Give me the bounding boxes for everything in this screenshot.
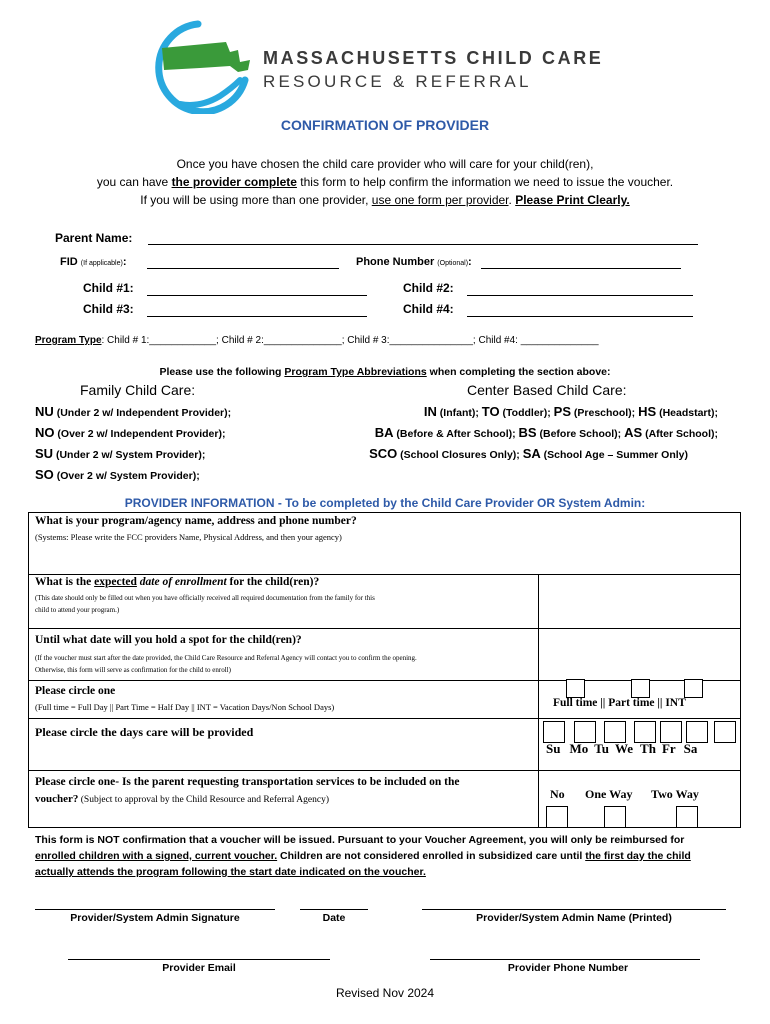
q-transport: Please circle one- Is the parent requesting transportation services to be included on the xyxy=(35,776,460,788)
transport-one-way: One Way xyxy=(585,787,633,801)
child2-field[interactable] xyxy=(467,283,693,296)
date-label: Date xyxy=(322,912,346,924)
day-checkbox-mo[interactable] xyxy=(574,721,596,743)
full-time-checkbox[interactable] xyxy=(566,679,585,698)
intro-line-3: If you will be using more than one provider, use one form per provider. Please Print Clearly. xyxy=(140,193,630,207)
footer-revised: Revised Nov 2024 xyxy=(335,986,435,1000)
q-enrollment-date: What is the expected date of enrollment for the child(ren)? xyxy=(35,576,320,588)
logo-title: MASSACHUSETTS CHILD CARE xyxy=(263,48,604,68)
center-item: SCO (School Closures Only); SA (School Age – Summer Only) xyxy=(369,446,688,461)
massachusetts-map-icon xyxy=(140,18,258,114)
row-divider xyxy=(28,718,741,719)
day-checkbox-th[interactable] xyxy=(660,721,682,743)
part-time-checkbox[interactable] xyxy=(631,679,650,698)
day-label: We xyxy=(614,741,634,756)
hold-date-field[interactable] xyxy=(540,630,739,679)
logo xyxy=(140,18,258,114)
email-line[interactable] xyxy=(68,947,330,960)
child2-label: Child #2: xyxy=(403,281,454,295)
printed-name-label: Provider/System Admin Name (Printed) xyxy=(476,912,672,924)
child4-label: Child #4: xyxy=(403,302,454,316)
family-item: NU (Under 2 w/ Independent Provider); xyxy=(35,404,232,419)
family-item: NO (Over 2 w/ Independent Provider); xyxy=(35,425,226,440)
row-divider xyxy=(28,770,741,771)
day-label: Mo xyxy=(569,741,589,756)
form-heading: CONFIRMATION OF PROVIDER xyxy=(280,117,490,133)
fid-field[interactable] xyxy=(147,256,339,269)
signature-label: Provider/System Admin Signature xyxy=(70,912,240,924)
family-list xyxy=(35,402,231,486)
family-title: Family Child Care: xyxy=(80,382,196,398)
enrollment-date-field[interactable] xyxy=(540,576,739,627)
disclaimer: This form is NOT confirmation that a voucher will be issued. Pursuant to your Voucher Agreement, you will only be reimbursed for enrolled children with a signed, current voucher. Children are not considered enrolled in subsidized care until the first day the child actually attends the program following the start date indicated on the voucher. xyxy=(35,834,691,878)
signature-line[interactable] xyxy=(35,897,275,910)
child3-label: Child #3: xyxy=(83,302,134,316)
transport-no: No xyxy=(550,787,565,801)
transport-two-way: Two Way xyxy=(651,787,699,801)
q-program-name: What is your program/agency name, address and phone number? xyxy=(35,515,357,527)
abbrev-intro: Please use the following Program Type Abbreviations when completing the section above: xyxy=(159,366,611,378)
family-item: SU (Under 2 w/ System Provider); xyxy=(35,446,206,461)
transport-one-way-checkbox[interactable] xyxy=(604,806,626,828)
provider-phone-label: Provider Phone Number xyxy=(507,962,629,974)
center-item: IN (Infant); TO (Toddler); PS (Preschool); HS (Headstart); xyxy=(423,404,718,419)
q-hold-date: Until what date will you hold a spot for the child(ren)? xyxy=(35,634,302,646)
logo-subtitle: RESOURCE & REFERRAL xyxy=(263,72,532,91)
center-list xyxy=(369,402,718,465)
day-label: Tu xyxy=(594,741,609,756)
intro-line-1: Once you have chosen the child care provider who will care for your child(ren), xyxy=(176,157,594,171)
day-labels xyxy=(546,741,697,757)
program-name-field[interactable] xyxy=(30,545,738,573)
parent-name-label: Parent Name: xyxy=(55,231,133,245)
fid-label: FID (If applicable): xyxy=(60,256,127,268)
q-days: Please circle the days care will be provided xyxy=(35,725,254,739)
day-checkbox-tu[interactable] xyxy=(604,721,626,743)
q-transport-line2: voucher? (Subject to approval by the Child Resource and Referral Agency) xyxy=(35,793,330,805)
provider-section-title: PROVIDER INFORMATION - To be completed by the Child Care Provider OR System Admin: xyxy=(124,496,646,510)
program-type-row: Program Type: Child # 1:____________; Child # 2:______________; Child # 3:_______________; Child #4: ______________ xyxy=(35,335,599,346)
child3-field[interactable] xyxy=(147,304,367,317)
printed-name-line[interactable] xyxy=(422,897,726,910)
column-divider xyxy=(538,574,539,828)
schedule-options: Full time || Part time || INT xyxy=(553,697,686,709)
day-checkbox-sa[interactable] xyxy=(714,721,736,743)
provider-phone-line[interactable] xyxy=(430,947,700,960)
q-circle-one: Please circle one xyxy=(35,685,116,697)
day-label: Sa xyxy=(683,741,698,756)
q-hold-note: (If the voucher must start after the date provided, the Child Care Resource and Referral Agency will contact you to confirm the opening. Otherwise, this form will serve as confirmation for the child to enroll) xyxy=(35,654,417,674)
day-label: Th xyxy=(640,741,656,756)
center-item: BA (Before & After School); BS (Before School); AS (After School); xyxy=(374,425,718,440)
intro xyxy=(0,155,770,209)
transport-no-checkbox[interactable] xyxy=(546,806,568,828)
family-item: SO (Over 2 w/ System Provider); xyxy=(35,467,200,482)
q-program-name-note: (Systems: Please write the FCC providers Name, Physical Address, and then your agency) xyxy=(35,532,342,542)
day-checkbox-su[interactable] xyxy=(543,721,565,743)
day-label: Fr xyxy=(661,741,676,756)
day-checkbox-fr[interactable] xyxy=(686,721,708,743)
child1-label: Child #1: xyxy=(83,281,134,295)
day-checkbox-we[interactable] xyxy=(634,721,656,743)
intro-line-2: you can have the provider complete this form to help confirm the information we need to issue the voucher. xyxy=(96,175,674,189)
center-title: Center Based Child Care: xyxy=(467,382,627,398)
transport-two-way-checkbox[interactable] xyxy=(676,806,698,828)
email-label: Provider Email xyxy=(162,962,236,974)
row-divider xyxy=(28,574,741,575)
date-line[interactable] xyxy=(300,897,368,910)
child1-field[interactable] xyxy=(147,283,367,296)
q-enrollment-note: (This date should only be filled out when you have officially received all required documentation from the family for this child to attend your program.) xyxy=(35,594,375,614)
phone-label: Phone Number (Optional): xyxy=(356,256,472,268)
row-divider xyxy=(28,628,741,629)
child4-field[interactable] xyxy=(467,304,693,317)
day-label: Su xyxy=(546,741,561,756)
q-circle-one-note: (Full time = Full Day || Part Time = Half Day || INT = Vacation Days/Non School Days) xyxy=(35,702,335,712)
parent-name-field[interactable] xyxy=(148,232,698,245)
int-checkbox[interactable] xyxy=(684,679,703,698)
phone-field[interactable] xyxy=(481,256,681,269)
